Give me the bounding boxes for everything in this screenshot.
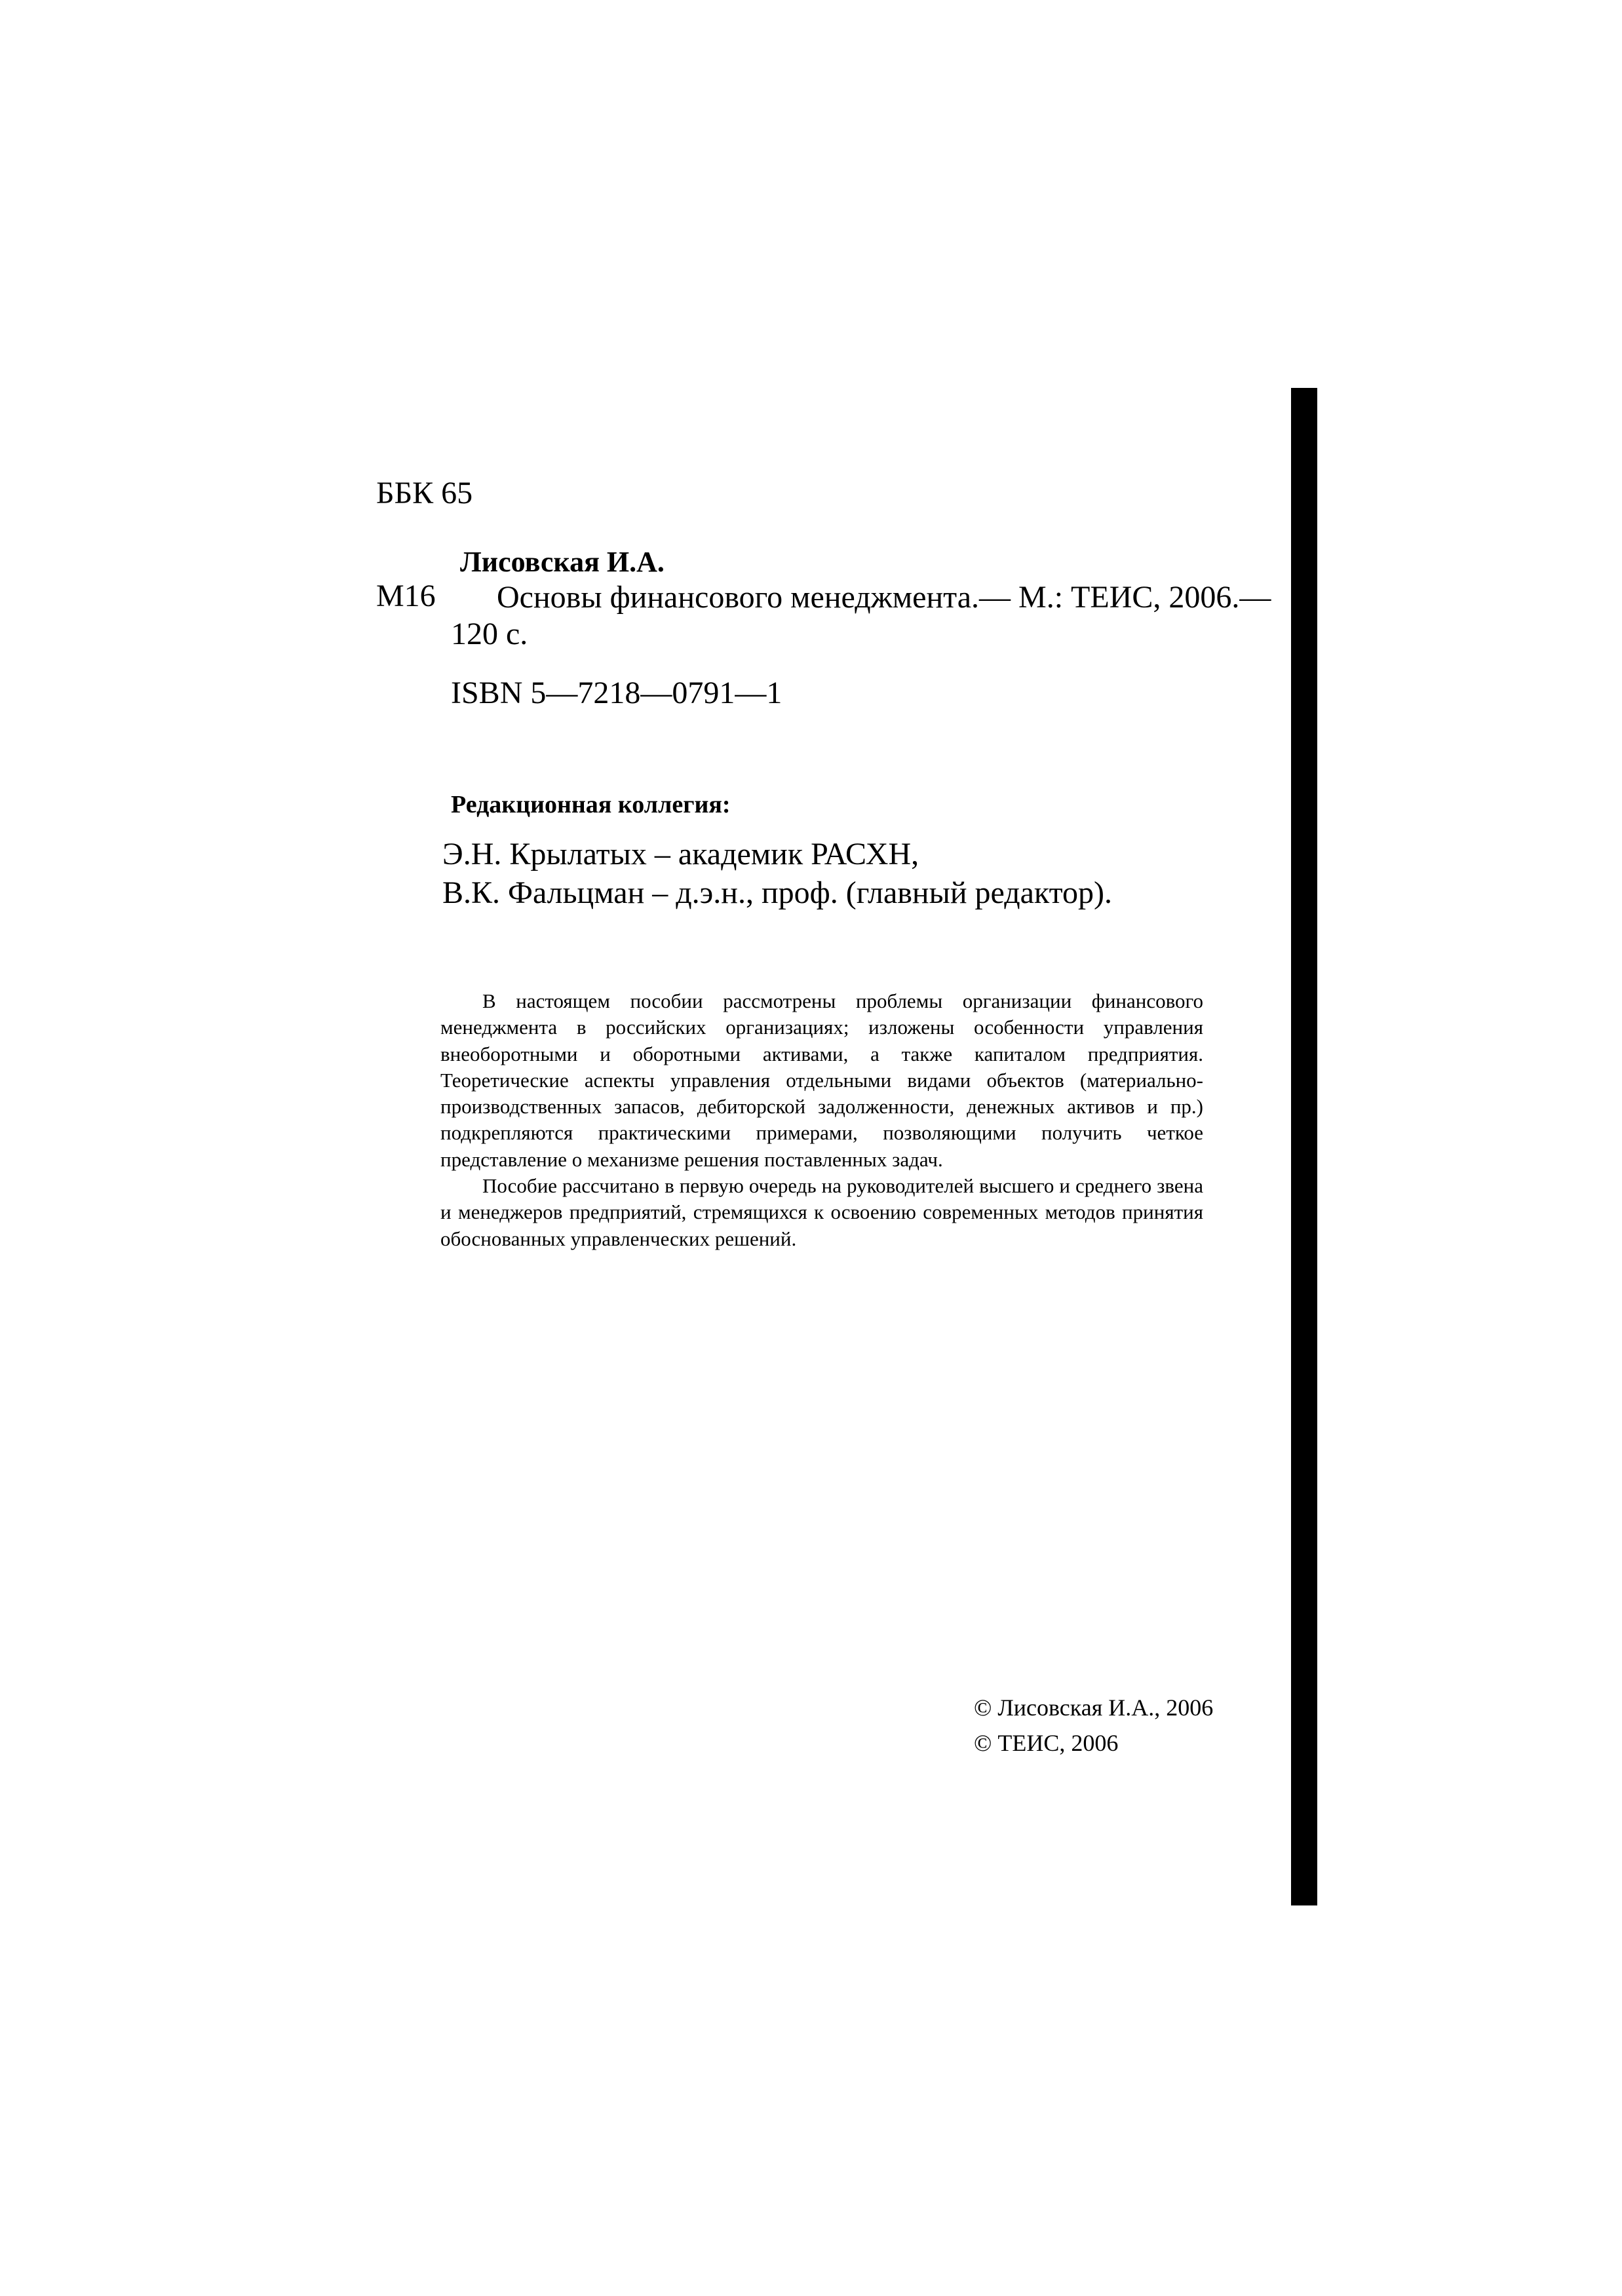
abstract-paragraph: Пособие рассчитано в первую очередь на руководителей высшего и среднего звена и менеджеров предприятий, стремящихся к освоению современных методов принятия обоснованных управленческих решений. [440, 1174, 1203, 1250]
abstract-paragraph: В настоящем пособии рассмотрены проблемы организации финансового менеджмента в российских организациях; изложены особенности управления внеоборотными и оборотными активами, а также капиталом предприятия. Теоретические аспекты управления отдельными видами объектов (материально-производственных запасов, дебиторской задолженности, денежных активов и пр.) подкрепляются практическими примерами, позволяющими получить четкое представление о механизме решения поставленных задач. [440, 989, 1203, 1171]
page-edge-shadow [1291, 388, 1317, 1905]
page-count: 120 с. [451, 617, 528, 651]
author-code: М16 [376, 579, 436, 613]
editorial-board-member: Э.Н. Крылатых – академик РАСХН, [442, 837, 919, 871]
copyright-line: © ТЕИС, 2006 [974, 1730, 1119, 1756]
abstract [440, 988, 1203, 1252]
editorial-board-heading: Редакционная коллегия: [451, 791, 731, 818]
editorial-board-member: В.К. Фальцман – д.э.н., проф. (главный редактор). [442, 875, 1112, 910]
book-title-line: Основы финансового менеджмента.— М.: ТЕИС, 2006.— [497, 580, 1271, 615]
bbk-index: ББК 65 [376, 476, 473, 510]
isbn: ISBN 5—7218—0791—1 [451, 676, 782, 710]
author-name: Лисовская И.А. [460, 546, 665, 578]
copyright-line: © Лисовская И.А., 2006 [974, 1694, 1214, 1721]
